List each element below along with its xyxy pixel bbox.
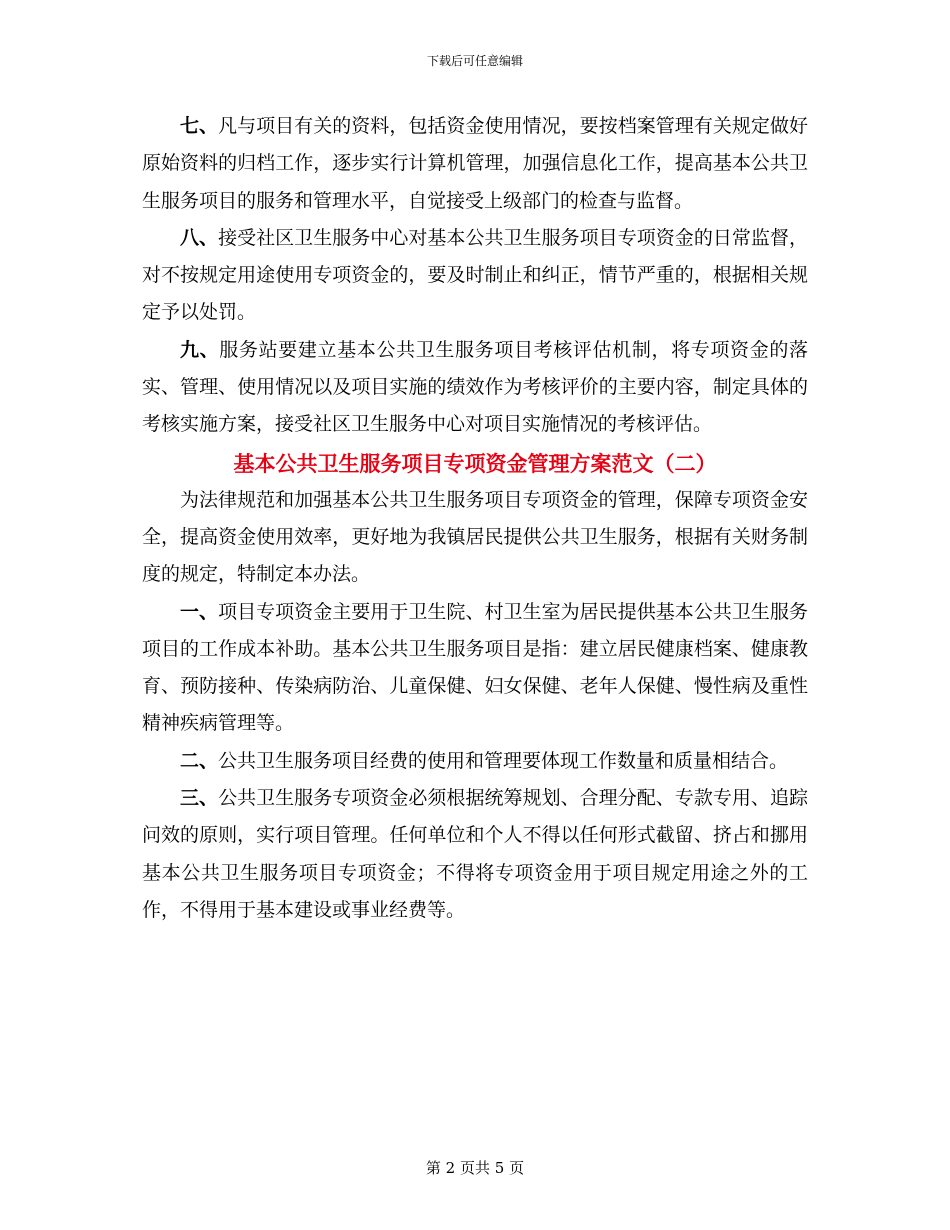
paragraph-2	[142, 743, 808, 780]
paragraph-lead: 七、	[180, 115, 219, 137]
paragraph-text: 服务站要建立基本公共卫生服务项目考核评估机制，将专项资金的落实、管理、使用情况以及项目实施的绩效作为考核评价的主要内容，制定具体的考核实施方案，接受社区卫生服务中心对项目实施情况的考核评估。	[142, 338, 808, 436]
paragraph-lead: 三、	[180, 787, 219, 810]
paragraph-lead: 九、	[180, 338, 220, 361]
page-footer: 第 2 页共 5 页	[425, 1159, 525, 1177]
paragraph-lead: 二、	[180, 749, 219, 772]
paragraph-lead: 八、	[180, 226, 219, 249]
paragraph-text: 凡与项目有关的资料，包括资金使用情况，要按档案管理有关规定做好原始资料的归档工作，逐步实行计算机管理，加强信息化工作，提高基本公共卫生服务项目的服务和管理水平，自觉接受上级部门的检查与监督。	[142, 115, 808, 212]
paragraph-text: 项目专项资金主要用于卫生院、村卫生室为居民提供基本公共卫生服务项目的工作成本补助。基本公共卫生服务项目是指：建立居民健康档案、健康教育、预防接种、传染病防治、儿童保健、妇女保健、老年人保健、慢性病及重性精神疾病管理等。	[142, 600, 808, 735]
paragraph-lead: 一、	[180, 600, 219, 623]
paragraph-3	[142, 780, 808, 929]
paragraph-8	[142, 220, 808, 332]
paragraph-9	[142, 332, 808, 444]
intro-paragraph: 为法律规范和加强基本公共卫生服务项目专项资金的管理，保障专项资金安全，提高资金使用效率，更好地为我镇居民提供公共卫生服务，根据有关财务制度的规定，特制定本办法。	[142, 488, 808, 586]
section-title: 基本公共卫生服务项目专项资金管理方案范文（二）	[233, 450, 717, 476]
page-header: 下载后可任意编辑	[426, 54, 523, 68]
paragraph-text: 公共卫生服务专项资金必须根据统筹规划、合理分配、专款专用、追踪问效的原则，实行项目管理。任何单位和个人不得以任何形式截留、挤占和挪用基本公共卫生服务项目专项资金；不得将专项资金用于项目规定用途之外的工作，不得用于基本建设或事业经费等。	[142, 787, 808, 921]
paragraph-1	[142, 594, 808, 743]
paragraph-text: 接受社区卫生服务中心对基本公共卫生服务项目专项资金的日常监督，对不按规定用途使用专项资金的，要及时制止和纠正，情节严重的，根据相关规定予以处罚。	[142, 226, 808, 324]
document-body	[142, 108, 808, 929]
paragraph-text: 公共卫生服务项目经费的使用和管理要体现工作数量和质量相结合。	[218, 749, 789, 772]
paragraph-7	[142, 108, 808, 220]
